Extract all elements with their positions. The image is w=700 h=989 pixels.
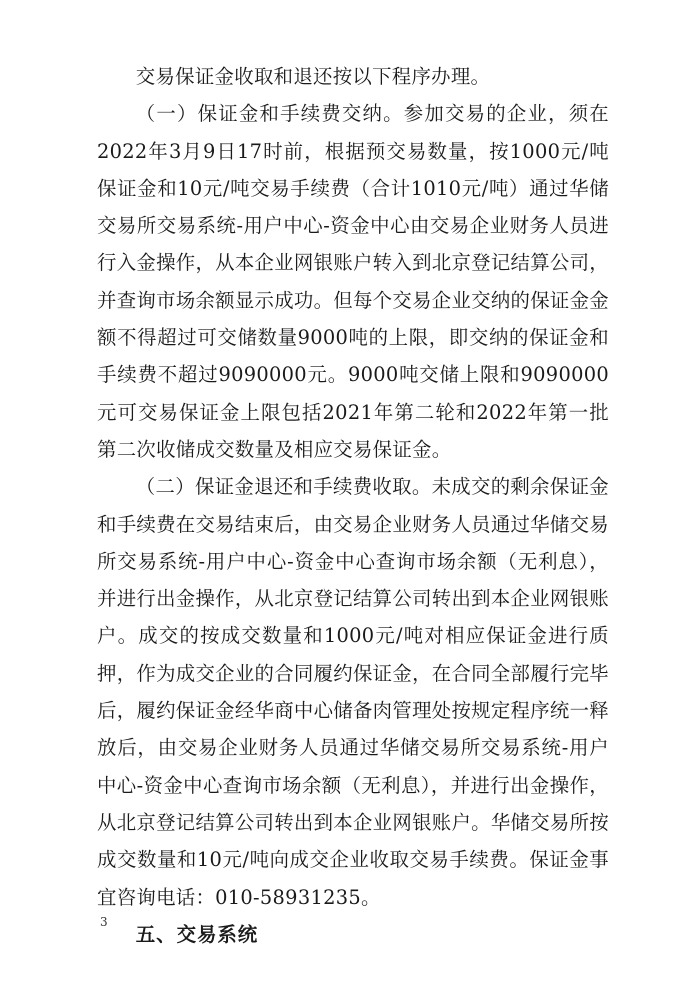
document-body bbox=[97, 58, 609, 953]
deposit-refund-paragraph: （二）保证金退还和手续费收取。未成交的剩余保证金和手续费在交易结束后，由交易企业财务人员通过华储交易所交易系统-用户中心-资金中心查询市场余额（无利息），并进行出金操作，从北京登记结算公司转出到本企业网银账户。成交的按成交数量和1000元/吨对相应保证金进行质押，作为成交企业的合同履约保证金，在合同全部履行完毕后，履约保证金经华商中心储备肉管理处按规定程序统一释放后，由交易企业财务人员通过华储交易所交易系统-用户中心-资金中心查询市场余额（无利息），并进行出金操作，从北京登记结算公司转出到本企业网银账户。华储交易所按成交数量和10元/吨向成交企业收取交易手续费。保证金事宜咨询电话：010-58931235。 bbox=[97, 475, 609, 909]
deposit-payment-paragraph: （一）保证金和手续费交纳。参加交易的企业，须在2022年3月9日17时前，根据预交易数量，按1000元/吨保证金和10元/吨交易手续费（合计1010元/吨）通过华储交易所交易系统-用户中心-资金中心由交易企业财务人员进行入金操作，从本企业网银账户转入到北京登记结算公司，并查询市场余额显示成功。但每个交易企业交纳的保证金金额不得超过可交储数量9000吨的上限，即交纳的保证金和手续费不超过9090000元。9000吨交储上限和9090000元可交易保证金上限包括2021年第二轮和2022年第一批第二次收储成交数量及相应交易保证金。 bbox=[97, 102, 609, 461]
section-heading-trading-system: 五、交易系统 bbox=[135, 922, 259, 946]
page-number: 3 bbox=[100, 915, 108, 929]
intro-paragraph: 交易保证金收取和退还按以下程序办理。 bbox=[135, 65, 491, 88]
